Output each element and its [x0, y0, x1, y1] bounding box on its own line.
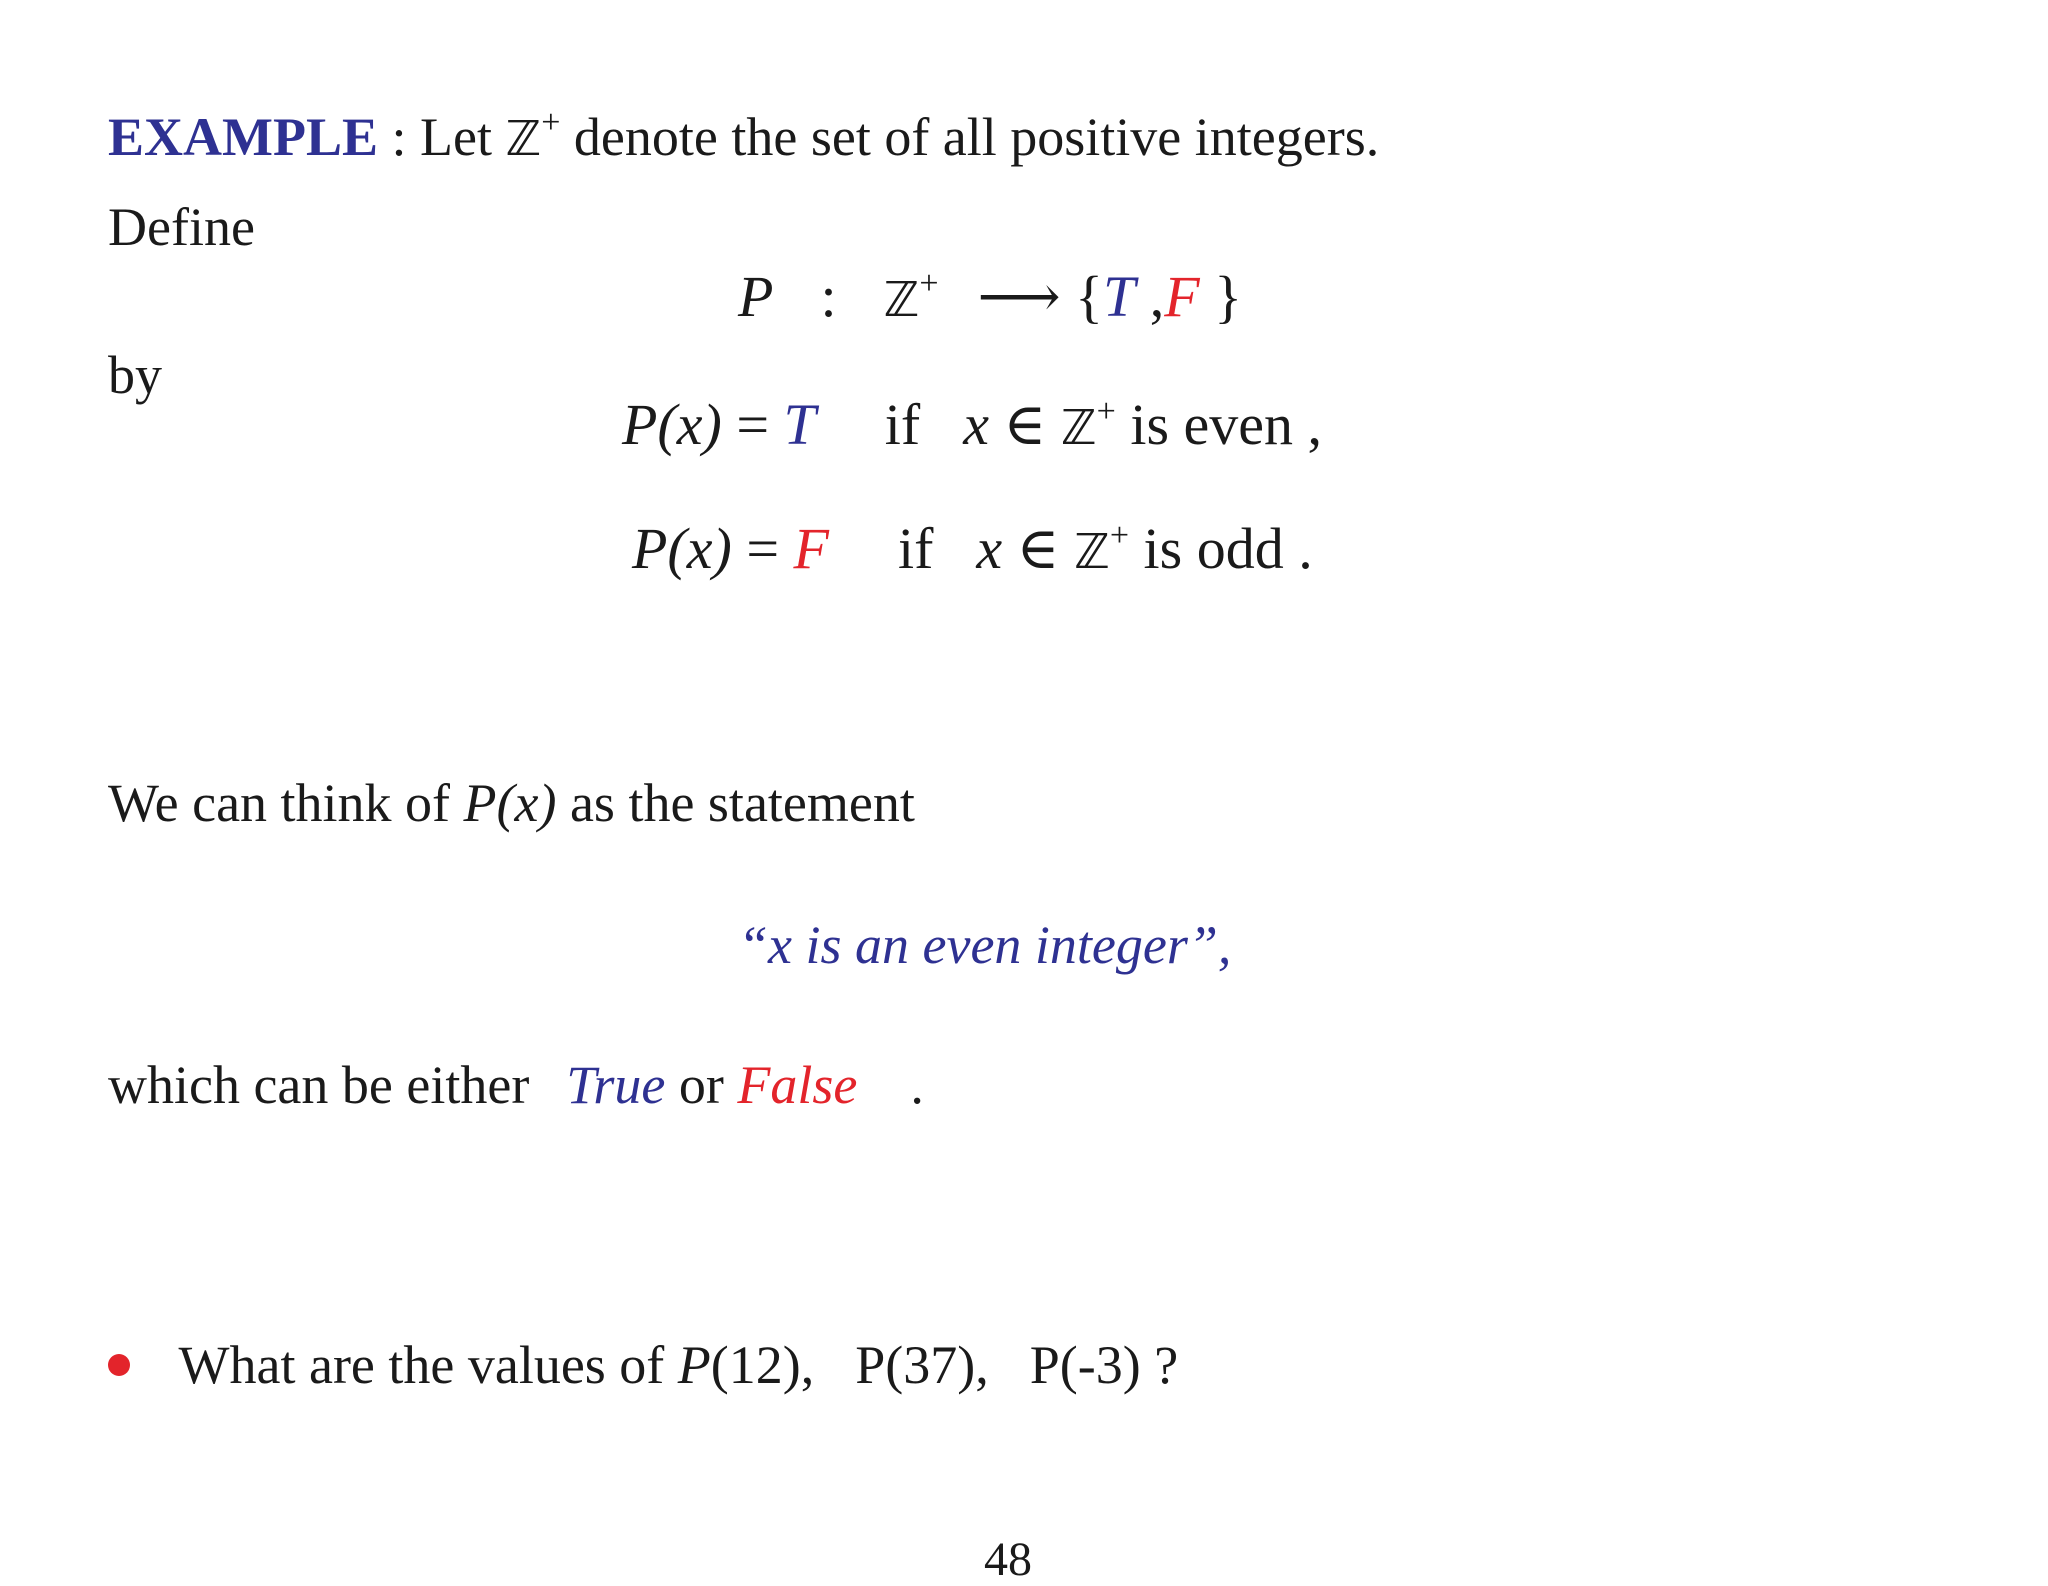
set-comma: , — [1149, 264, 1165, 329]
if-word: if — [897, 516, 934, 581]
either-pre: which can be either — [108, 1055, 530, 1115]
question-item — [108, 1335, 1179, 1395]
example-heading — [108, 104, 1380, 167]
superscript-plus: + — [1096, 393, 1116, 430]
case-odd — [632, 516, 1313, 581]
integers-symbol: ℤ — [505, 111, 542, 167]
odd-condition: is odd . — [1143, 516, 1313, 581]
false-word: False — [737, 1055, 858, 1115]
by-label: by — [108, 345, 162, 405]
integers-symbol: ℤ — [1074, 524, 1110, 580]
mapping-p: P — [738, 264, 774, 329]
false-value: F — [793, 516, 829, 581]
if-word: if — [884, 392, 921, 457]
think-pre: We can think of — [108, 773, 451, 833]
true-symbol: T — [1103, 264, 1136, 329]
p-of-x: P(x) — [622, 392, 722, 457]
integers-symbol: ℤ — [1060, 400, 1097, 456]
superscript-plus: + — [541, 104, 561, 141]
p-of-x: P(x) — [463, 773, 557, 833]
p37-value: P(37), — [855, 1335, 989, 1395]
example-label: EXAMPLE — [108, 107, 378, 167]
false-symbol: F — [1164, 264, 1200, 329]
x-variable: x — [976, 516, 1003, 581]
case-even — [622, 392, 1323, 457]
x-variable: x — [963, 392, 989, 457]
p12-value: P(12), — [677, 1335, 815, 1395]
equals-sign: = — [746, 516, 780, 581]
heading-colon: : — [391, 107, 407, 167]
equals-sign: = — [736, 392, 770, 457]
heading-let: Let — [420, 107, 492, 167]
element-of-icon: ∈ — [1016, 516, 1060, 581]
set-close-brace: } — [1214, 264, 1243, 329]
set-open-brace: { — [1075, 264, 1103, 329]
question-pre: What are the values of — [178, 1335, 665, 1395]
mapping-formula — [738, 264, 1243, 329]
element-of-icon: ∈ — [1003, 392, 1047, 457]
bullet-icon — [108, 1354, 130, 1376]
even-condition: is even , — [1130, 392, 1323, 457]
either-sentence — [108, 1055, 924, 1115]
mapping-colon: : — [820, 264, 837, 329]
true-value: T — [783, 392, 816, 457]
superscript-plus: + — [919, 265, 939, 302]
superscript-plus: + — [1109, 517, 1130, 554]
p-of-x: P(x) — [632, 516, 732, 581]
think-post: as the statement — [569, 773, 915, 833]
pm3-value: P(-3) ? — [1029, 1335, 1179, 1395]
integers-symbol: ℤ — [883, 272, 920, 328]
even-statement: “x is an even integer”, — [738, 915, 1232, 975]
period: . — [910, 1055, 924, 1115]
think-sentence — [108, 773, 915, 833]
page-number: 48 — [984, 1533, 1032, 1586]
or-word: or — [678, 1055, 724, 1115]
define-label: Define — [108, 197, 255, 257]
heading-text: denote the set of all positive integers. — [573, 107, 1380, 167]
true-word: True — [566, 1055, 666, 1115]
arrow-icon: ⟶ — [977, 264, 1061, 329]
